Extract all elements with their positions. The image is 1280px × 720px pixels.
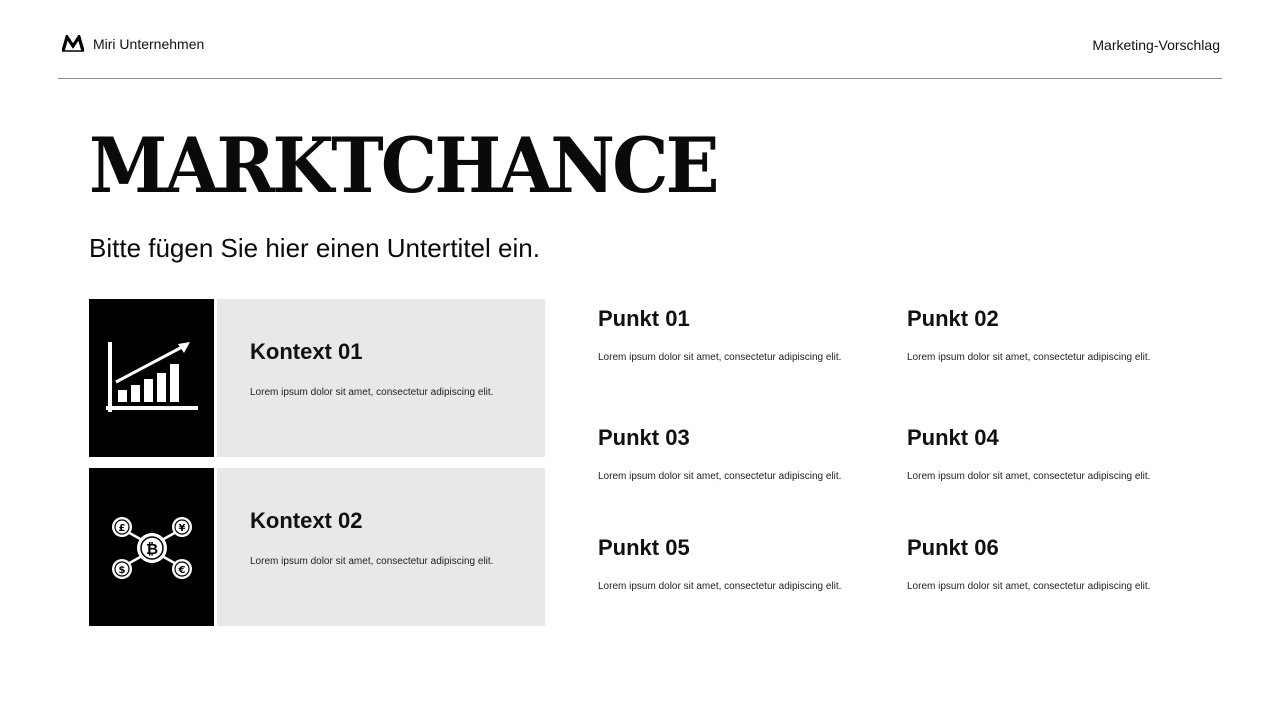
context-icon-box <box>89 468 214 626</box>
point-01 <box>598 306 898 363</box>
point-title: Punkt 02 <box>907 306 999 331</box>
point-text: Lorem ipsum dolor sit amet, consectetur adipiscing elit. <box>907 471 1151 482</box>
svg-text:$: $ <box>118 565 125 576</box>
point-text: Lorem ipsum dolor sit amet, consectetur adipiscing elit. <box>907 581 1151 592</box>
point-03 <box>598 425 898 482</box>
header <box>58 0 1222 79</box>
svg-text:£: £ <box>118 523 125 534</box>
company-name: Miri Unternehmen <box>93 36 205 52</box>
svg-text:¥: ¥ <box>178 523 185 534</box>
point-title: Punkt 01 <box>598 306 690 331</box>
point-title: Punkt 03 <box>598 425 690 450</box>
growth-chart-icon <box>104 340 200 416</box>
point-title: Punkt 05 <box>598 535 690 560</box>
point-text: Lorem ipsum dolor sit amet, consectetur adipiscing elit. <box>598 471 842 482</box>
page-title: MARKTCHANCE <box>89 121 717 210</box>
point-06 <box>907 535 1207 592</box>
context-title: Kontext 01 <box>250 339 363 364</box>
svg-text:€: € <box>178 565 185 576</box>
point-text: Lorem ipsum dolor sit amet, consectetur adipiscing elit. <box>598 581 842 592</box>
svg-text:₿: ₿ <box>145 540 158 558</box>
context-card-02 <box>89 468 545 626</box>
context-body <box>217 299 545 457</box>
page-subtitle: Bitte fügen Sie hier einen Untertitel ein. <box>89 233 540 263</box>
miri-m-logo-icon <box>62 35 84 53</box>
currency-network-icon <box>109 514 195 580</box>
context-icon-box <box>89 299 214 457</box>
point-02 <box>907 306 1207 363</box>
point-title: Punkt 04 <box>907 425 999 450</box>
point-05 <box>598 535 898 592</box>
point-title: Punkt 06 <box>907 535 999 560</box>
point-text: Lorem ipsum dolor sit amet, consectetur adipiscing elit. <box>598 352 842 363</box>
context-title: Kontext 02 <box>250 508 363 533</box>
context-card-01 <box>89 299 545 457</box>
point-04 <box>907 425 1207 482</box>
context-text: Lorem ipsum dolor sit amet, consectetur adipiscing elit. <box>250 387 494 398</box>
brand <box>62 35 204 53</box>
context-body <box>217 468 545 626</box>
document-type: Marketing-Vorschlag <box>1092 37 1220 53</box>
context-text: Lorem ipsum dolor sit amet, consectetur adipiscing elit. <box>250 556 494 567</box>
point-text: Lorem ipsum dolor sit amet, consectetur adipiscing elit. <box>907 352 1151 363</box>
